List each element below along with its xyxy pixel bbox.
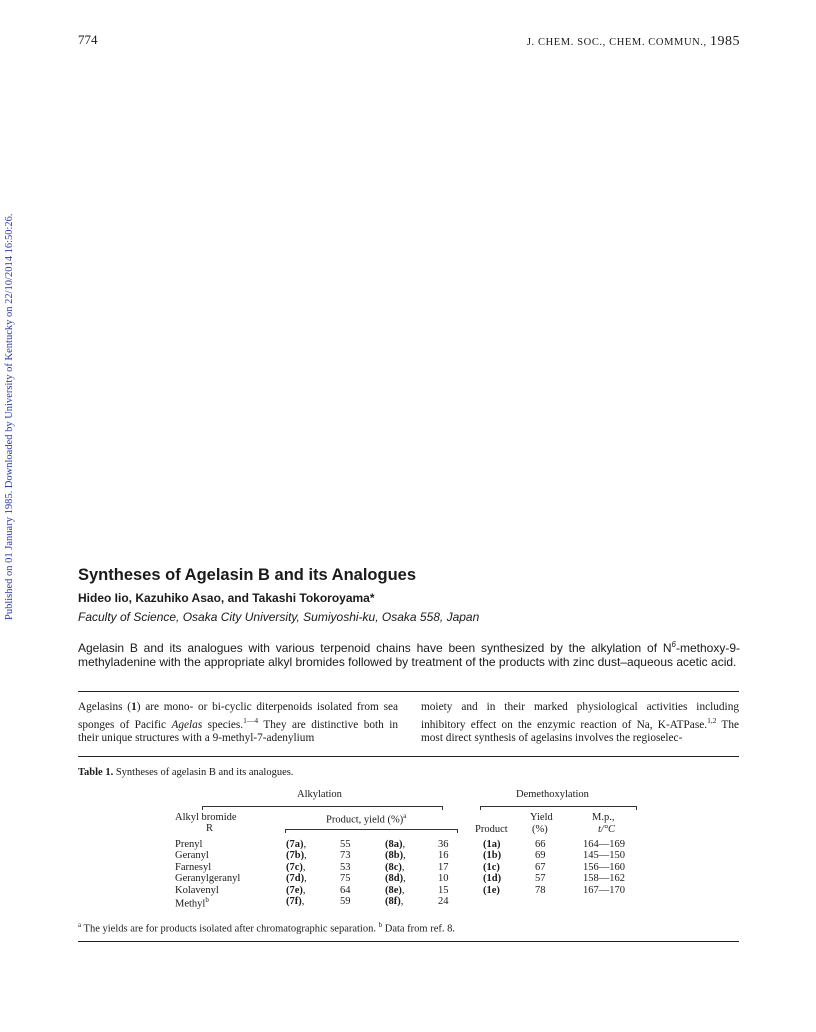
compound-label: (7a) [286, 839, 304, 850]
compound-ref: 1 [131, 701, 137, 713]
cell-yield-1: 67 [535, 861, 546, 873]
demethoxylation-rule [480, 806, 636, 807]
cell-product-7: (7c), [286, 861, 306, 873]
cell-yield-8: 17 [438, 861, 449, 873]
rule-tick [457, 829, 458, 833]
running-header [527, 34, 740, 50]
cell-alkyl-bromide [175, 896, 209, 910]
table-top-rule [78, 756, 739, 757]
compound-label: (7f) [286, 896, 302, 907]
cell-product-8: (8b), [385, 850, 406, 862]
cell-yield-1: 69 [535, 850, 546, 862]
cell-alkyl-bromide: Prenyl [175, 839, 203, 850]
cell-yield-8: 36 [438, 839, 449, 850]
cell-product-8: (8e), [385, 884, 405, 896]
cell-product-8: (8f), [385, 896, 404, 907]
genus-name: Agelas [171, 719, 203, 732]
abstract-text-1: Agelasin B and its analogues with various terpenoid chains have been synthesized by the alkylation of N [78, 641, 672, 655]
body-text: species. [202, 719, 244, 732]
compound-label: (7b) [286, 850, 305, 862]
compound-label: (8c) [385, 861, 402, 873]
cell-yield-1: 57 [535, 873, 546, 885]
article-title: Syntheses of Agelasin B and its Analogues [78, 566, 417, 584]
cell-product-7: (7b), [286, 850, 307, 862]
abstract-divider [78, 691, 739, 692]
col-header-alkyl-bromide: Alkyl bromide [175, 812, 237, 823]
table-label: Table 1. [78, 767, 114, 778]
footnote-text: The yields are for products isolated after chromatographic separation. [81, 923, 379, 935]
footnote-text: Data from ref. 8. [382, 923, 455, 935]
cell-melting-point: 145—150 [583, 850, 625, 862]
cell-alkyl-bromide: Geranyl [175, 850, 209, 862]
compound-label: (1b) [483, 850, 502, 862]
cell-yield-7: 64 [340, 884, 351, 896]
body-text: moiety and in their marked physiological activities including inhibitory effect on the enzymic reaction of Na, K-ATPase. [421, 701, 739, 732]
rule-tick [442, 806, 443, 810]
cell-product-7: (7d), [286, 873, 307, 885]
author-list: Hideo Iio, Kazuhiko Asao, and Takashi Tokoroyama* [78, 591, 375, 605]
col-header-yield-unit: (%) [532, 824, 548, 835]
compound-label: (8b) [385, 850, 404, 862]
body-column-left [78, 701, 398, 746]
col-header-yield: Yield [530, 812, 553, 823]
col-header-r: R [206, 823, 214, 834]
cell-yield-8: 15 [438, 884, 449, 896]
cell-product-1 [483, 873, 501, 884]
cell-melting-point: 167—170 [583, 884, 625, 896]
cell-product-1 [483, 839, 501, 850]
cell-yield-7: 53 [340, 861, 351, 873]
rule-tick [636, 806, 637, 810]
cell-alkyl-bromide: Farnesyl [175, 861, 212, 873]
cell-product-1 [483, 885, 500, 896]
cell-product-8: (8a), [385, 839, 406, 850]
footnote-marker: a [78, 921, 82, 929]
compound-label: (8e) [385, 884, 402, 896]
cell-alkyl-bromide: Geranylgeranyl [175, 873, 241, 885]
compound-label: (7c) [286, 861, 303, 873]
rule-tick [202, 806, 203, 810]
compound-label: (8a) [385, 839, 403, 850]
table-caption [78, 767, 293, 778]
journal-year: 1985 [710, 34, 740, 49]
rule-tick [285, 829, 286, 833]
cell-product-8: (8d), [385, 873, 406, 885]
body-column-right [421, 701, 739, 746]
footnote-marker: a [403, 812, 407, 820]
compound-label: (1e) [483, 884, 500, 896]
product-yield-label: Product, yield (%) [326, 814, 404, 826]
cell-alkyl-bromide: Kolavenyl [175, 884, 219, 896]
body-text: ) are mono- or bi-cyclic diterpenoids isolated from sea sponges of Pacific [78, 701, 398, 732]
col-header-product: Product [475, 824, 508, 835]
citation-ref: 1,2 [707, 716, 717, 726]
col-header-mp: M.p., [592, 812, 615, 823]
compound-label: (8f) [385, 896, 401, 907]
col-header-product-yield [326, 812, 406, 826]
cell-product-1 [483, 850, 501, 861]
abstract-superscript: 6 [671, 640, 676, 649]
compound-label: (8d) [385, 873, 404, 885]
cell-product-7: (7f), [286, 896, 305, 907]
cell-yield-7: 55 [340, 839, 351, 850]
cell-yield-7: 75 [340, 873, 351, 885]
table-footnote [78, 921, 455, 935]
affiliation: Faculty of Science, Osaka City University, Sumiyoshi-ku, Osaka 558, Japan [78, 610, 480, 624]
group-header-alkylation: Alkylation [297, 789, 342, 800]
table-bottom-rule [78, 941, 739, 942]
compound-label: (1a) [483, 839, 501, 850]
cell-yield-8: 10 [438, 873, 449, 885]
cell-yield-8: 16 [438, 850, 449, 862]
compound-label: (7e) [286, 884, 303, 896]
abstract-text-2: -methoxy-9-methyladenine with the appropriate alkyl bromides followed by treatment of the products with zinc dust–aqueous acetic acid. [78, 641, 740, 669]
cell-product-1 [483, 862, 500, 873]
alkylation-rule [202, 806, 442, 807]
product-yield-rule [285, 829, 457, 830]
cell-yield-7: 59 [340, 896, 351, 907]
cell-product-7: (7a), [286, 839, 307, 850]
journal-name: J. CHEM. SOC., CHEM. COMMUN., [526, 37, 707, 48]
cell-yield-1: 66 [535, 839, 546, 850]
table-caption-text: Syntheses of agelasin B and its analogues. [113, 767, 294, 778]
col-header-mp-unit: t/°C [598, 824, 616, 835]
body-text: The most direct synthesis of agelasins involves the regioselec- [421, 719, 739, 745]
footnote-marker: b [378, 921, 383, 929]
page-number: 774 [78, 32, 98, 47]
rule-tick [480, 806, 481, 810]
cell-melting-point: 158—162 [583, 873, 625, 885]
compound-label: (1c) [483, 861, 500, 873]
cell-product-8: (8c), [385, 861, 405, 873]
cell-product-7: (7e), [286, 884, 306, 896]
cell-melting-point: 156—160 [583, 861, 625, 873]
abstract [78, 638, 740, 669]
compound-label: (7d) [286, 873, 305, 885]
body-text: Agelasins ( [78, 701, 132, 713]
citation-ref: 1—4 [243, 716, 259, 726]
cell-yield-1: 78 [535, 884, 546, 896]
group-header-demethoxylation: Demethoxylation [516, 789, 589, 800]
body-text: They are distinctive both in their unique structures with a 9-methyl-7-adenylium [78, 719, 398, 745]
footnote-marker: b [205, 896, 209, 904]
cell-yield-7: 73 [340, 850, 351, 862]
download-note: Published on 01 January 1985. Downloaded by University of Kentucky on 22/10/2014 16:50:26. [4, 213, 15, 620]
alkyl-name: Methyl [175, 898, 206, 910]
cell-melting-point: 164—169 [583, 839, 625, 850]
cell-yield-8: 24 [438, 896, 449, 907]
compound-label: (1d) [483, 873, 502, 885]
